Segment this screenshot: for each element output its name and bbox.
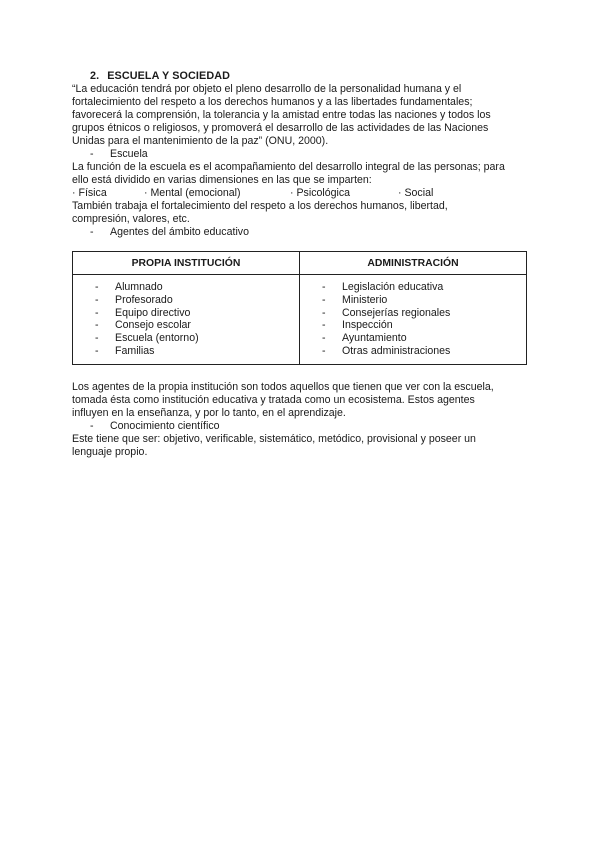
list-item-label: Otras administraciones <box>342 344 451 357</box>
paragraph-line: Los agentes de la propia institución son todos aquellos que tienen que ver con la escuela, <box>72 380 494 393</box>
list-item: - Legislación educativa <box>322 281 444 293</box>
list-item-label: Profesorado <box>115 293 173 306</box>
dimension-item: · Mental (emocional) <box>144 187 241 199</box>
list-item: - Alumnado <box>95 281 163 293</box>
paragraph-line: ello está dividido en varias dimensiones en las que se imparten: <box>72 174 372 186</box>
bullet-label: Conocimiento científico <box>110 419 220 432</box>
paragraph-line: compresión, valores, etc. <box>72 213 190 225</box>
list-item-label: Consejerías regionales <box>342 306 451 319</box>
paragraph-line: Este tiene que ser: objetivo, verificable, sistemático, metódico, provisional y poseer un <box>72 432 476 445</box>
section-number: 2. <box>90 70 100 82</box>
list-item-label: Ayuntamiento <box>342 332 407 345</box>
bullet-conocimiento <box>90 420 532 433</box>
list-item: - Profesorado <box>95 293 173 306</box>
list-item-label: Consejo escolar <box>115 319 191 332</box>
propia-list <box>95 281 299 358</box>
bullet-agentes <box>90 226 532 239</box>
list-item-label: Familias <box>115 344 155 357</box>
list-item: - Familias <box>95 344 155 357</box>
list-item-label: Alumnado <box>115 281 163 293</box>
list-item-label: Escuela (entorno) <box>115 332 199 345</box>
dimension-item: · Psicológica <box>290 187 351 199</box>
list-item: - Ayuntamiento <box>322 332 407 345</box>
conocimiento-paragraph <box>72 433 532 459</box>
list-item: - Inspección <box>322 319 393 332</box>
quote-paragraph <box>72 83 532 148</box>
paragraph-line: tomada ésta como institución educativa y tratada como un ecosistema. Estos agentes <box>72 393 475 406</box>
list-item: - Consejo escolar <box>95 319 191 332</box>
table-row <box>73 275 527 365</box>
dimensions-row <box>72 187 532 200</box>
dimension-item: · Social <box>398 187 434 199</box>
escuela-extra-paragraph <box>72 200 532 226</box>
quote-line: “La educación tendrá por objeto el pleno desarrollo de la personalidad humana y el <box>72 83 462 95</box>
paragraph-line: La función de la escuela es el acompañamiento del desarrollo integral de las personas; para <box>72 161 505 173</box>
table-header-administracion: ADMINISTRACIÓN <box>300 252 527 275</box>
list-item-label: Ministerio <box>342 293 388 306</box>
quote-line: favorecerá la comprensión, la tolerancia y la amistad entre todas las naciones y todos los <box>72 109 491 121</box>
list-item: - Consejerías regionales <box>322 306 451 319</box>
bullet-dash: - <box>90 419 94 432</box>
agentes-paragraph <box>72 381 532 420</box>
escuela-paragraph <box>72 161 532 187</box>
paragraph-line: lenguaje propio. <box>72 445 148 458</box>
propia-cell <box>73 275 300 365</box>
bullet-escuela <box>90 148 532 161</box>
bullet-dash: - <box>90 148 94 160</box>
list-item: - Escuela (entorno) <box>95 332 199 345</box>
bullet-label: Escuela <box>110 148 148 160</box>
list-item: - Ministerio <box>322 293 388 306</box>
bullet-label: Agentes del ámbito educativo <box>110 226 249 238</box>
dimension-item: · Física <box>72 187 107 199</box>
table-header-row <box>73 252 527 275</box>
paragraph-line: influyen en la enseñanza, y por lo tanto, en el aprendizaje. <box>72 406 346 419</box>
quote-line: grupos étnicos o religiosos, y promoverá el desarrollo de las actividades de las Naciones <box>72 122 489 134</box>
administracion-cell <box>300 275 527 365</box>
administracion-list <box>322 281 526 358</box>
table-header-propia: PROPIA INSTITUCIÓN <box>73 252 300 275</box>
paragraph-line: También trabaja el fortalecimiento del respeto a los derechos humanos, libertad, <box>72 200 448 212</box>
bullet-dash: - <box>90 226 94 238</box>
quote-line: Unidas para el mantenimiento de la paz” (ONU, 2000). <box>72 135 329 147</box>
section-heading <box>90 70 532 83</box>
list-item: - Otras administraciones <box>322 344 451 357</box>
list-item-label: Inspección <box>342 319 393 332</box>
list-item-label: Equipo directivo <box>115 306 191 319</box>
document-page <box>72 70 532 459</box>
agents-table <box>72 251 527 365</box>
section-title: ESCUELA Y SOCIEDAD <box>107 70 231 82</box>
list-item-label: Legislación educativa <box>342 281 444 293</box>
list-item: - Equipo directivo <box>95 306 191 319</box>
quote-line: fortalecimiento del respeto a los derechos humanos y a las libertades fundamentales; <box>72 96 473 108</box>
